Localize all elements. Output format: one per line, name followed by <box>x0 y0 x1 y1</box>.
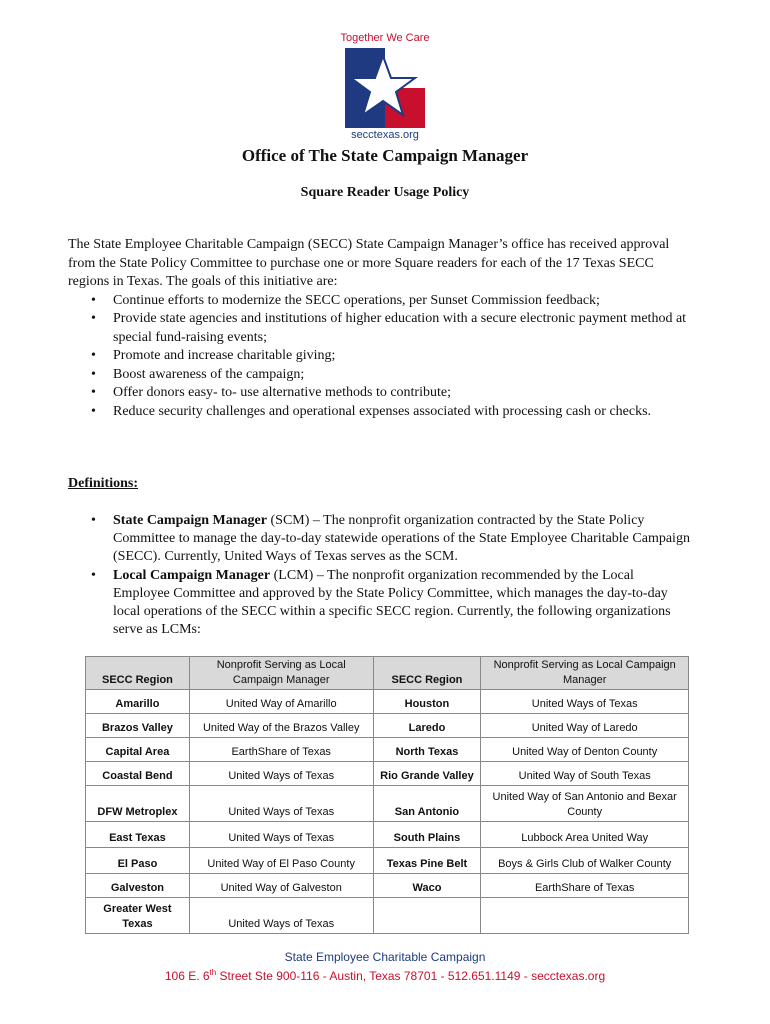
definitions-list <box>68 512 693 639</box>
region-cell: Waco <box>373 874 481 898</box>
texas-star-logo-icon <box>345 48 425 130</box>
region-cell: Brazos Valley <box>86 714 190 738</box>
region-cell: El Paso <box>86 848 190 874</box>
footer-address-number: 106 E. 6 <box>164 969 210 983</box>
definitions-heading: Definitions: <box>68 476 138 491</box>
logo-tagline: Together We Care <box>340 32 430 44</box>
footer-address-rest: Street Ste 900-116 - Austin, Texas 78701 - 512.651.1149 - secctexas.org <box>216 969 606 983</box>
secc-logo <box>335 32 435 144</box>
intro-paragraph: The State Employee Charitable Campaign (SECC) State Campaign Manager’s office has received approval from the State Policy Committee to purchase one or more Square readers for each of the 17 Texas SECC regions in Texas. The goals of this initiative are: <box>68 237 670 289</box>
region-cell: Capital Area <box>86 738 190 762</box>
page-title: Office of The State Campaign Manager <box>241 146 529 165</box>
region-cell: North Texas <box>373 738 481 762</box>
region-cell: Greater West Texas <box>86 898 190 934</box>
nonprofit-cell: United Ways of Texas <box>189 786 373 822</box>
region-cell: East Texas <box>86 822 190 848</box>
region-cell: Galveston <box>86 874 190 898</box>
nonprofit-cell: United Way of Galveston <box>189 874 373 898</box>
list-item <box>113 512 693 567</box>
table-row <box>86 898 689 934</box>
nonprofit-cell: United Ways of Texas <box>189 762 373 786</box>
region-cell: Amarillo <box>86 690 190 714</box>
table-row <box>86 848 689 874</box>
list-item: • Continue efforts to modernize the SECC operations, per Sunset Commission feedback; <box>113 292 698 311</box>
table-row <box>86 822 689 848</box>
page-footer <box>0 950 770 984</box>
region-cell <box>373 898 481 934</box>
region-cell: South Plains <box>373 822 481 848</box>
table-row <box>86 738 689 762</box>
footer-org-name: State Employee Charitable Campaign <box>284 950 486 964</box>
header-cell: SECC Region <box>86 657 190 690</box>
intro-section <box>68 236 698 421</box>
region-cell: Rio Grande Valley <box>373 762 481 786</box>
footer-address <box>0 965 770 984</box>
header-cell: SECC Region <box>373 657 481 690</box>
nonprofit-cell: Lubbock Area United Way <box>481 822 689 848</box>
nonprofit-cell: EarthShare of Texas <box>189 738 373 762</box>
table-row <box>86 786 689 822</box>
nonprofit-cell: United Way of San Antonio and Bexar County <box>481 786 689 822</box>
list-item: • Offer donors easy- to- use alternative methods to contribute; <box>113 384 698 403</box>
nonprofit-cell: United Way of El Paso County <box>189 848 373 874</box>
nonprofit-cell: Boys & Girls Club of Walker County <box>481 848 689 874</box>
nonprofit-cell: United Way of South Texas <box>481 762 689 786</box>
region-cell: Houston <box>373 690 481 714</box>
page-subtitle: Square Reader Usage Policy <box>300 185 470 200</box>
region-cell: Laredo <box>373 714 481 738</box>
region-cell: San Antonio <box>373 786 481 822</box>
nonprofit-cell <box>481 898 689 934</box>
list-item <box>113 567 693 640</box>
nonprofit-cell: United Ways of Texas <box>481 690 689 714</box>
lcm-table <box>85 656 689 934</box>
list-item: • Promote and increase charitable giving; <box>113 347 698 366</box>
definition-term: State Campaign Manager <box>113 513 267 528</box>
nonprofit-cell: United Ways of Texas <box>189 898 373 934</box>
definitions-section <box>68 512 693 639</box>
definition-text: (SCM) – The nonprofit organization contracted by the State Policy Committee to manage the day-to-day statewide operations of the State Employee Charitable Campaign (SECC). Currently, United Ways of Texas serves as the SCM. <box>113 513 690 565</box>
header-cell: Nonprofit Serving as Local Campaign Manager <box>189 657 373 690</box>
list-item: • Provide state agencies and institutions of higher education with a secure electronic payment method at special fund-raising events; <box>113 310 698 347</box>
nonprofit-cell: EarthShare of Texas <box>481 874 689 898</box>
nonprofit-cell: United Way of Denton County <box>481 738 689 762</box>
table-row <box>86 874 689 898</box>
nonprofit-cell: United Way of Amarillo <box>189 690 373 714</box>
goals-list <box>68 292 698 422</box>
table-header-row <box>86 657 689 690</box>
nonprofit-cell: United Way of the Brazos Valley <box>189 714 373 738</box>
table-row <box>86 762 689 786</box>
table-row <box>86 690 689 714</box>
region-cell: DFW Metroplex <box>86 786 190 822</box>
table-row <box>86 714 689 738</box>
region-cell: Texas Pine Belt <box>373 848 481 874</box>
logo-website: secctexas.org <box>351 129 419 141</box>
list-item: • Boost awareness of the campaign; <box>113 366 698 385</box>
definition-term: Local Campaign Manager <box>113 567 271 583</box>
definition-text: (LCM) – The nonprofit organization recommended by the Local Employee Committee and approved by the State Policy Committee, which manages the day-to-day local operations of the SECC within a specific SECC region. Currently, the following organizations serve as LCMs: <box>113 567 671 638</box>
nonprofit-cell: United Ways of Texas <box>189 822 373 848</box>
region-cell: Coastal Bend <box>86 762 190 786</box>
list-item: • Reduce security challenges and operational expenses associated with processing cash or checks. <box>113 403 698 422</box>
nonprofit-cell: United Way of Laredo <box>481 714 689 738</box>
header-cell: Nonprofit Serving as Local Campaign Manager <box>481 657 689 690</box>
footer-address-suffix: th <box>209 968 217 977</box>
